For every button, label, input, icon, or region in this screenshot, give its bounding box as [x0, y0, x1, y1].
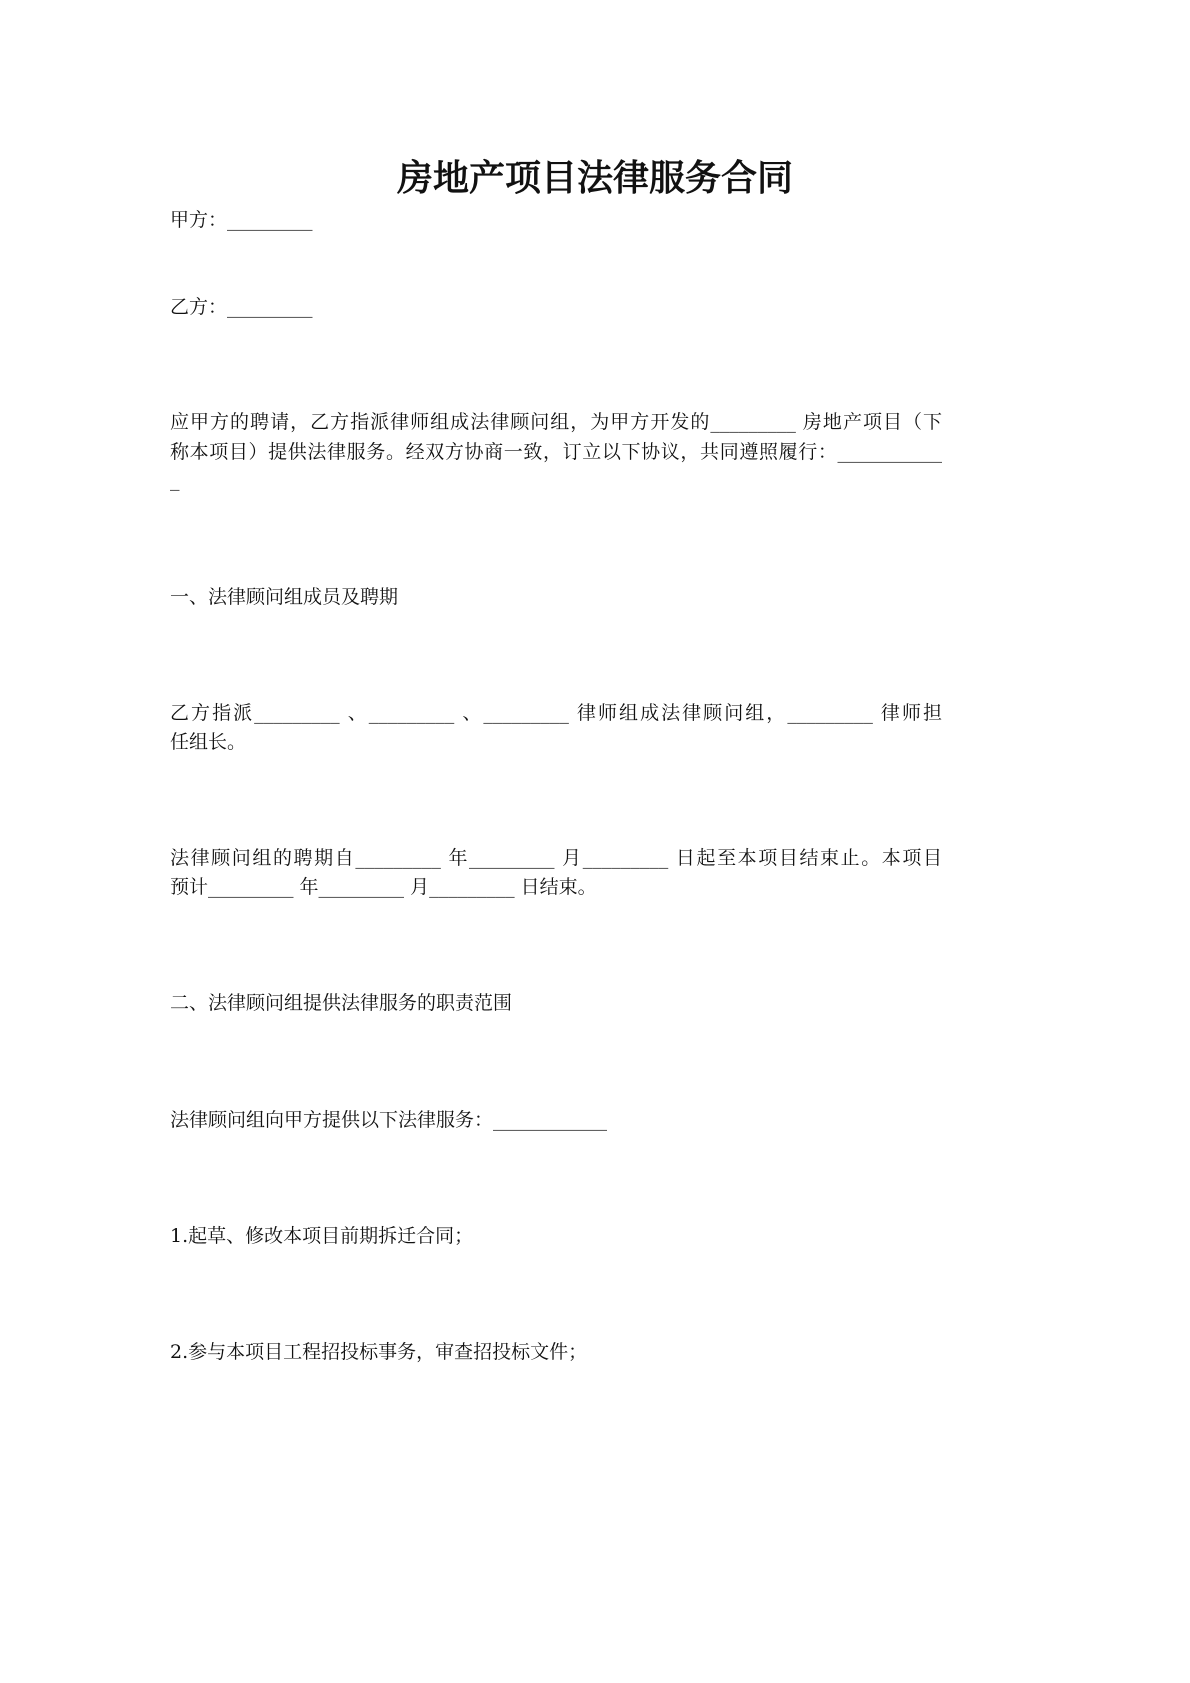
term-paragraph-line: 预计_________ 年_________ 月_________ 日结束。: [170, 876, 597, 898]
members-paragraph-line: 乙方指派_________ 、_________ 、_________ 律师组成法律顾问组，_________ 律师担: [170, 702, 942, 724]
section-heading: 一、法律顾问组成员及聘期: [170, 586, 399, 608]
members-paragraph-line: 任组长。: [170, 731, 247, 753]
document-title: 房地产项目法律服务合同: [396, 157, 793, 199]
intro-paragraph-line: _: [170, 469, 180, 491]
section-heading: 二、法律顾问组提供法律服务的职责范围: [170, 992, 513, 1014]
intro-paragraph-line: 称本项目）提供法律服务。经双方协商一致，订立以下协议，共同遵照履行：___________: [170, 441, 942, 463]
party-a-line: 甲方：_________: [170, 209, 313, 231]
services-intro: 法律顾问组向甲方提供以下法律服务：____________: [170, 1109, 608, 1131]
term-paragraph-line: 法律顾问组的聘期自_________ 年_________ 月_________ 日起至本项目结束止。本项目: [170, 847, 942, 869]
list-item: 1.起草、修改本项目前期拆迁合同；: [170, 1225, 474, 1247]
list-item: 2.参与本项目工程招投标事务，审查招投标文件；: [170, 1341, 588, 1363]
party-b-line: 乙方：_________: [170, 296, 313, 318]
intro-paragraph-line: 应甲方的聘请，乙方指派律师组成法律顾问组，为甲方开发的_________ 房地产项目（下: [170, 411, 942, 433]
